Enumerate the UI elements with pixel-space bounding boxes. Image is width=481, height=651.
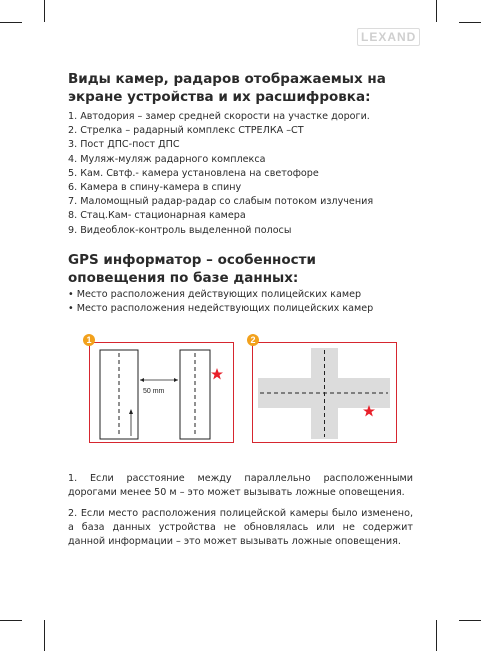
list-item: 3. Пост ДПС-пост ДПС (68, 139, 180, 151)
list-item: 9. Видеоблок-контроль выделенной полосы (68, 224, 292, 236)
list-item: 7. Маломощный радар-радар со слабым потоком излучения (68, 196, 374, 208)
note-1: 1. Если расстояние между параллельно расположенными дорогами менее 50 м – это может вызывать ложные оповещения. (68, 473, 413, 498)
note-2: 2. Если место расположения полицейской камеры было изменено, а база данных устройства не обновлялась или не содержит данной информации – это может вызывать ложные оповещения. (68, 508, 413, 547)
figure-crossroads (252, 342, 397, 443)
crop-mark-right-top (459, 22, 481, 23)
brand-logo: LEXAND (357, 28, 420, 46)
crop-mark-top-right (436, 0, 437, 22)
crop-mark-right-bottom (459, 620, 481, 621)
list-item: • Место расположения недействующих полицейских камер (68, 303, 374, 315)
camera-location-bullets (68, 288, 373, 316)
crossroads-diagram (253, 343, 395, 441)
distance-label: 50 mm (143, 388, 165, 395)
list-item: 4. Муляж-муляж радарного комплекса (68, 153, 266, 165)
section2-heading: GPS информатор – особенности оповещения по базе данных: (68, 252, 316, 286)
figure-badge-1: 1 (83, 334, 95, 346)
list-item: 8. Стац.Кам- стационарная камера (68, 210, 246, 222)
crop-mark-left-top (0, 22, 22, 23)
list-item: 2. Стрелка – радарный комплекс СТРЕЛКА –СТ (68, 125, 304, 137)
distance-arrow-head-left (140, 378, 144, 382)
figure-parallel-roads (89, 342, 234, 443)
list-item: 5. Кам. Свтф.- камера установлена на светофоре (68, 167, 319, 179)
crop-mark-left-bottom (0, 620, 22, 621)
crop-mark-top-left (44, 0, 45, 22)
list-item: • Место расположения действующих полицейских камер (68, 289, 362, 300)
parallel-roads-diagram (90, 343, 232, 441)
camera-types-list (68, 110, 373, 238)
crop-mark-bottom-left (44, 620, 45, 651)
crop-mark-bottom-right (436, 620, 437, 651)
distance-arrow-head-right (174, 378, 178, 382)
list-item: 1. Автодория – замер средней скорости на участке дороги. (68, 111, 370, 122)
figure-badge-2: 2 (247, 334, 259, 346)
camera-star-icon (211, 368, 223, 380)
list-item: 6. Камера в спину-камера в спину (68, 182, 242, 194)
section1-heading: Виды камер, радаров отображаемых на экране устройства и их расшифровка: (68, 71, 386, 105)
